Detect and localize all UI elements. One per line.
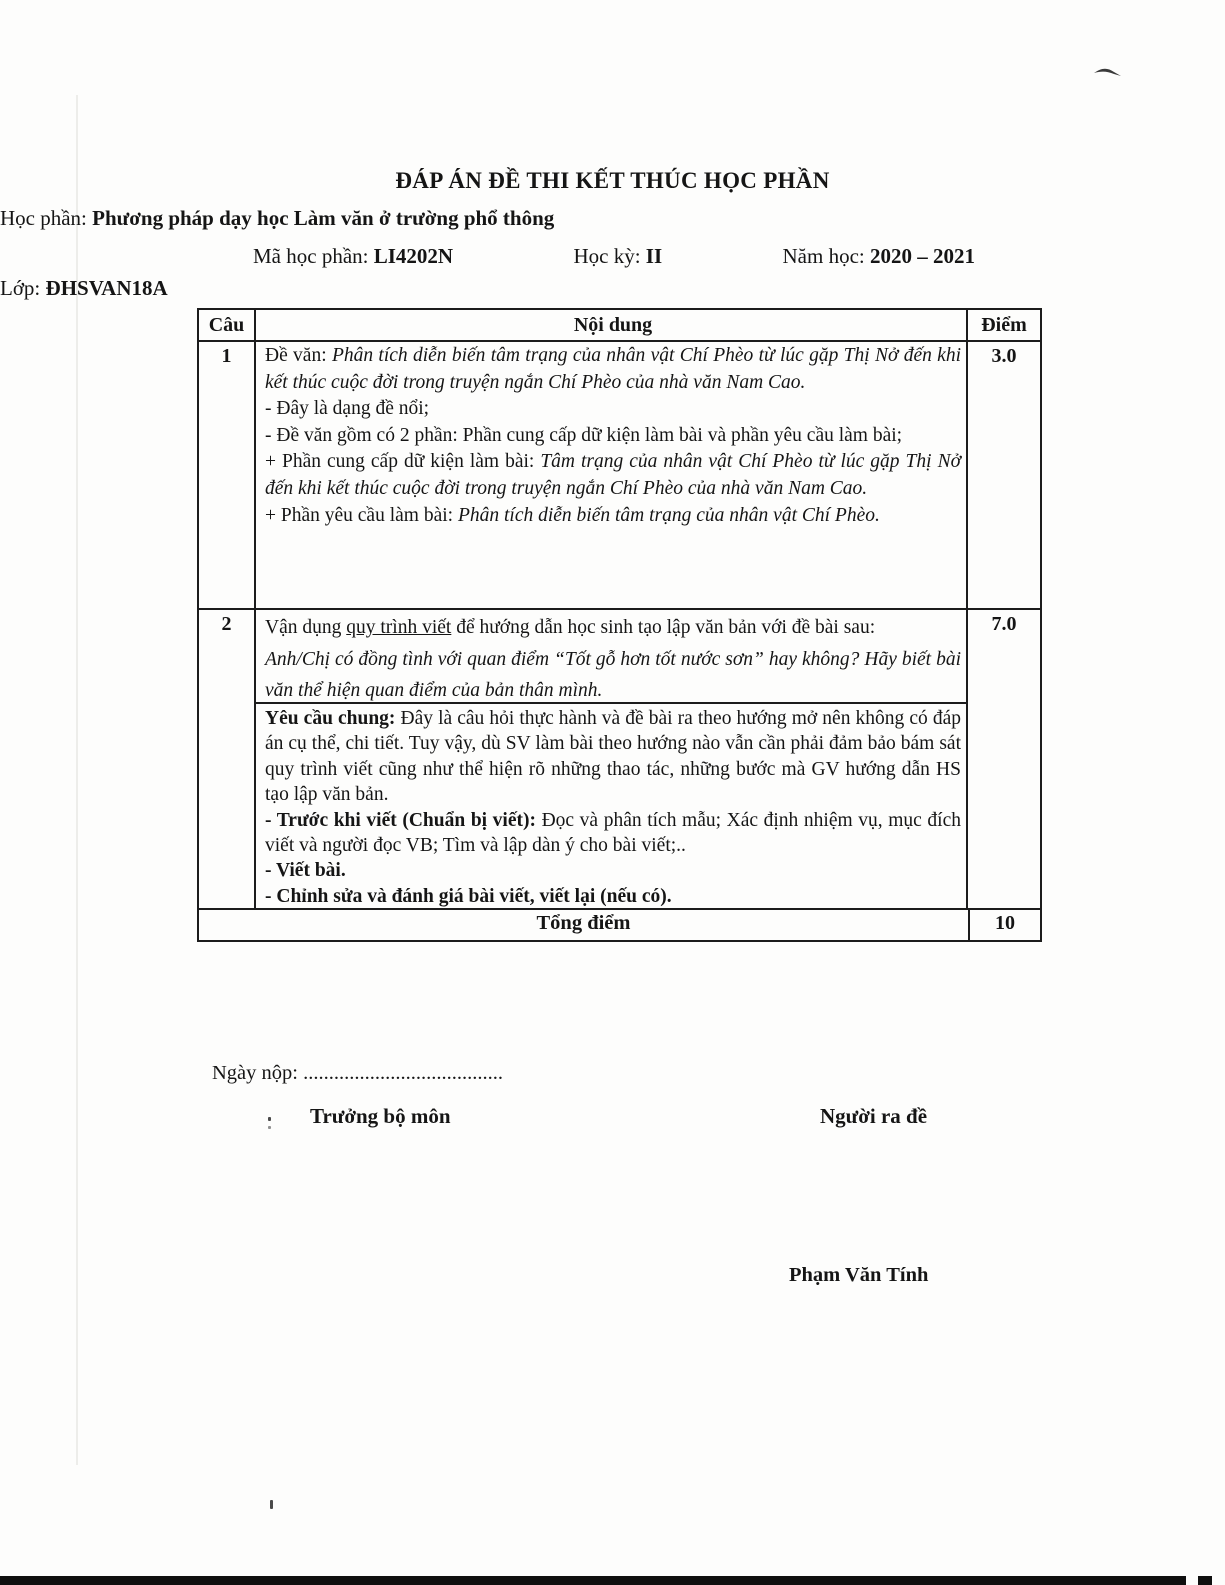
header-diem: Điểm <box>981 314 1027 336</box>
total-score: 10 <box>995 912 1015 934</box>
row2-requirements: Yêu cầu chung: Đây là câu hỏi thực hành và đề bài ra theo hướng mở nên không có đáp án cụ thể, chi tiết. Tuy vậy, dù SV làm bài theo hướng nào vẫn cần phải đảm bảo bám sát quy trình viết cũng như thể hiện rõ những thao tác, những bước mà GV hướng dẫn HS tạo lập văn bản. - Trước khi viết (Chuẩn bị viết): Đọc và phân tích mẫu; Xác định nhiệm vụ, mục đích viết và người đọc VB; Tìm và lập dàn ý cho bài viết;.. - Viết bài. - Chỉnh sửa và đánh giá bài viết, viết lại (nếu có). <box>265 708 961 907</box>
semester: Học kỳ: II <box>573 244 663 268</box>
scanner-bar-artifact <box>0 1576 1186 1585</box>
table-row-2 <box>199 610 1040 910</box>
row1-content: Đề văn: Phân tích diễn biến tâm trạng của nhân vật Chí Phèo từ lúc gặp Thị Nở đến khi kết thúc cuộc đời trong truyện ngắn Chí Phèo của nhà văn Nam Cao. - Đây là dạng đề nổi; - Đề văn gồm có 2 phần: Phần cung cấp dữ kiện làm bài và phần yêu cầu làm bài; + Phần cung cấp dữ kiện làm bài: Tâm trạng của nhân vật Chí Phèo từ lúc gặp Thị Nở đến khi kết thúc cuộc đời trong truyện ngắn Chí Phèo của nhà văn Nam Cao. + Phần yêu cầu làm bài: Phân tích diễn biến tâm trạng của nhân vật Chí Phèo. <box>256 342 968 608</box>
row2-score: 7.0 <box>991 613 1017 635</box>
table-header-row <box>199 310 1040 342</box>
row1-score: 3.0 <box>991 345 1017 367</box>
signature-name: Phạm Văn Tính <box>789 1264 929 1286</box>
answer-table <box>197 308 1042 942</box>
header-cau: Câu <box>199 310 256 340</box>
course-code: Mã học phần: LI4202N <box>253 244 454 268</box>
course-line: Học phần: Phương pháp dạy học Làm văn ở trường phổ thông <box>0 206 555 230</box>
submission-date-line: Ngày nộp: ....................................... <box>212 1062 503 1084</box>
department-head-label: Trưởng bộ môn <box>310 1104 451 1128</box>
pen-mark-artifact <box>1092 64 1126 84</box>
total-row <box>199 910 1040 940</box>
table-row-1 <box>199 342 1040 610</box>
row2-content <box>256 610 968 908</box>
academic-year: Năm học: 2020 – 2021 <box>782 244 975 268</box>
speck-artifact <box>268 1126 271 1129</box>
header-noidung: Nội dung <box>256 310 968 340</box>
row1-question-number: 1 <box>199 342 256 608</box>
exam-author-label: Người ra đề <box>820 1104 928 1128</box>
meta-row <box>253 244 975 269</box>
row2-question-number: 2 <box>199 610 256 908</box>
scanner-bar-artifact <box>1198 1576 1212 1585</box>
total-label: Tổng điểm <box>199 910 970 940</box>
speck-artifact <box>270 1500 273 1509</box>
row2-prompt: Vận dụng quy trình viết để hướng dẫn học sinh tạo lập văn bản với đề bài sau: Anh/Chị có đồng tình với quan điểm “Tốt gỗ hơn tốt nước sơn” hay không? Hãy biết bài văn thể hiện quan điểm của bản thân mình. <box>256 610 966 704</box>
page-title: ĐÁP ÁN ĐỀ THI KẾT THÚC HỌC PHẦN <box>395 168 830 193</box>
speck-artifact <box>268 1117 271 1121</box>
class-line: Lớp: ĐHSVAN18A <box>0 276 168 300</box>
